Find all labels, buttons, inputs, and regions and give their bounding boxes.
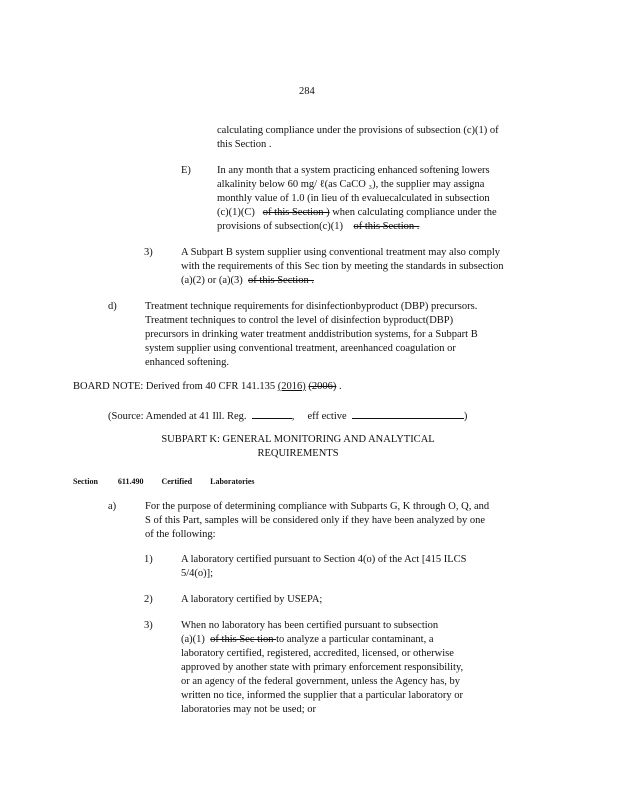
text-line: Treatment techniques to control the level of disinfection byproduct(DBP) xyxy=(145,315,454,326)
page-number: 284 xyxy=(299,86,315,97)
text-line: approved by another state with primary enforcement responsibility, xyxy=(181,662,464,673)
text-line: In any month that a system practicing enhanced softening lowers xyxy=(217,165,490,176)
item-label-3-top: 3) xyxy=(144,247,153,258)
text-line: S of this Part, samples will be considered only if they have been analyzed by one xyxy=(145,515,485,526)
item-label-2: 2) xyxy=(144,594,153,605)
deleted-text: of this Section . xyxy=(353,221,420,232)
text-fragment: (Source: Amended at 41 Ill. Reg. xyxy=(108,411,247,422)
text-line: Treatment technique requirements for disinfectionbyproduct (DBP) precursors. xyxy=(145,301,478,312)
item-label-a: a) xyxy=(108,501,117,512)
item-3-bottom-text xyxy=(181,619,511,717)
heading-line: SUBPART K: GENERAL MONITORING AND ANALYTICAL xyxy=(161,434,435,445)
blank-line xyxy=(252,407,292,419)
text-fragment: BOARD NOTE: Derived from 40 CFR 141.135 xyxy=(73,381,276,392)
item-label-d: d) xyxy=(108,301,117,312)
text-fragment: eff ective xyxy=(307,411,347,422)
text-line: alkalinity below 60 mg/ ℓ(as CaCO ₃), the supplier may assigna xyxy=(217,179,485,190)
board-note xyxy=(73,380,342,394)
text-line xyxy=(217,206,535,220)
text-line xyxy=(108,407,467,424)
text-line: of the following: xyxy=(145,529,216,540)
deleted-text: (2006) xyxy=(308,381,337,392)
text-line: laboratories may not be used; or xyxy=(181,704,317,715)
section-label: Section xyxy=(73,477,98,486)
text-line: enhanced softening. xyxy=(145,357,229,368)
section-number: 611.490 xyxy=(117,477,144,486)
text-line: A laboratory certified by USEPA; xyxy=(181,594,323,605)
item-3-top-text xyxy=(181,246,541,288)
text-fragment: , xyxy=(291,411,295,422)
blank-line xyxy=(352,407,464,419)
section-heading xyxy=(73,475,255,489)
text-line: laboratory certified, registered, accredited, licensed, or otherwise xyxy=(181,648,454,659)
text-fragment: (a)(2) or (a)(3) xyxy=(181,275,243,286)
c1-continuation xyxy=(217,124,535,152)
text-line xyxy=(181,633,511,647)
text-line: A Subpart B system supplier using conventional treatment may also comply xyxy=(181,247,501,258)
deleted-text: of this Sec tion xyxy=(210,634,277,645)
section-title: Laboratories xyxy=(210,477,255,486)
item-E-text xyxy=(217,164,535,234)
item-label-E: E) xyxy=(181,165,191,176)
text-line: For the purpose of determining compliance with Subparts G, K through O, Q, and xyxy=(145,501,490,512)
section-title: Certified xyxy=(161,477,193,486)
deleted-text: of this Section . xyxy=(248,275,314,286)
item-label-1: 1) xyxy=(144,554,153,565)
text-line: or an agency of the federal government, unless the Agency has, by xyxy=(181,676,461,687)
text-line xyxy=(217,220,535,234)
section-heading-line xyxy=(73,475,255,489)
text-fragment: to analyze a particular contaminant, a xyxy=(276,634,434,645)
text-fragment: when calculating compliance under the xyxy=(332,207,497,218)
item-2-text xyxy=(181,593,322,607)
text-fragment: . xyxy=(336,381,342,392)
text-line: When no laboratory has been certified pursuant to subsection xyxy=(181,620,439,631)
text-line: written no tice, informed the supplier that a particular laboratory or xyxy=(181,690,463,701)
deleted-text: of this Section ) xyxy=(262,207,330,218)
text-line: precursors in drinking water treatment anddistribution systems, for a Subpart B xyxy=(145,329,478,340)
text-line: calculating compliance under the provisions of subsection (c)(1) of xyxy=(217,125,499,136)
inserted-text: (2016) xyxy=(277,381,306,392)
text-fragment: (a)(1) xyxy=(181,634,205,645)
text-line: A laboratory certified pursuant to Section 4(o) of the Act [415 ILCS xyxy=(181,554,467,565)
source-note xyxy=(108,407,467,424)
text-line: this Section . xyxy=(217,139,272,150)
text-fragment: ) xyxy=(463,411,468,422)
subpart-heading xyxy=(130,433,466,461)
text-line xyxy=(73,380,342,394)
text-line: 5/4(o)]; xyxy=(181,568,214,579)
text-fragment: provisions of subsection(c)(1) xyxy=(217,221,343,232)
heading-line: REQUIREMENTS xyxy=(257,448,339,459)
text-line: system supplier using conventional treatment, areenhanced coagulation or xyxy=(145,343,456,354)
text-fragment: (c)(1)(C) xyxy=(217,207,255,218)
item-a-text xyxy=(145,500,540,542)
item-1-text xyxy=(181,553,511,581)
text-line xyxy=(181,274,541,288)
text-line: monthly value of 1.0 (in lieu of th evaluecalculated in subsection xyxy=(217,193,490,204)
item-d-text xyxy=(145,300,525,370)
text-line: with the requirements of this Sec tion by meeting the standards in subsection xyxy=(181,261,504,272)
item-label-3-bottom: 3) xyxy=(144,620,153,631)
